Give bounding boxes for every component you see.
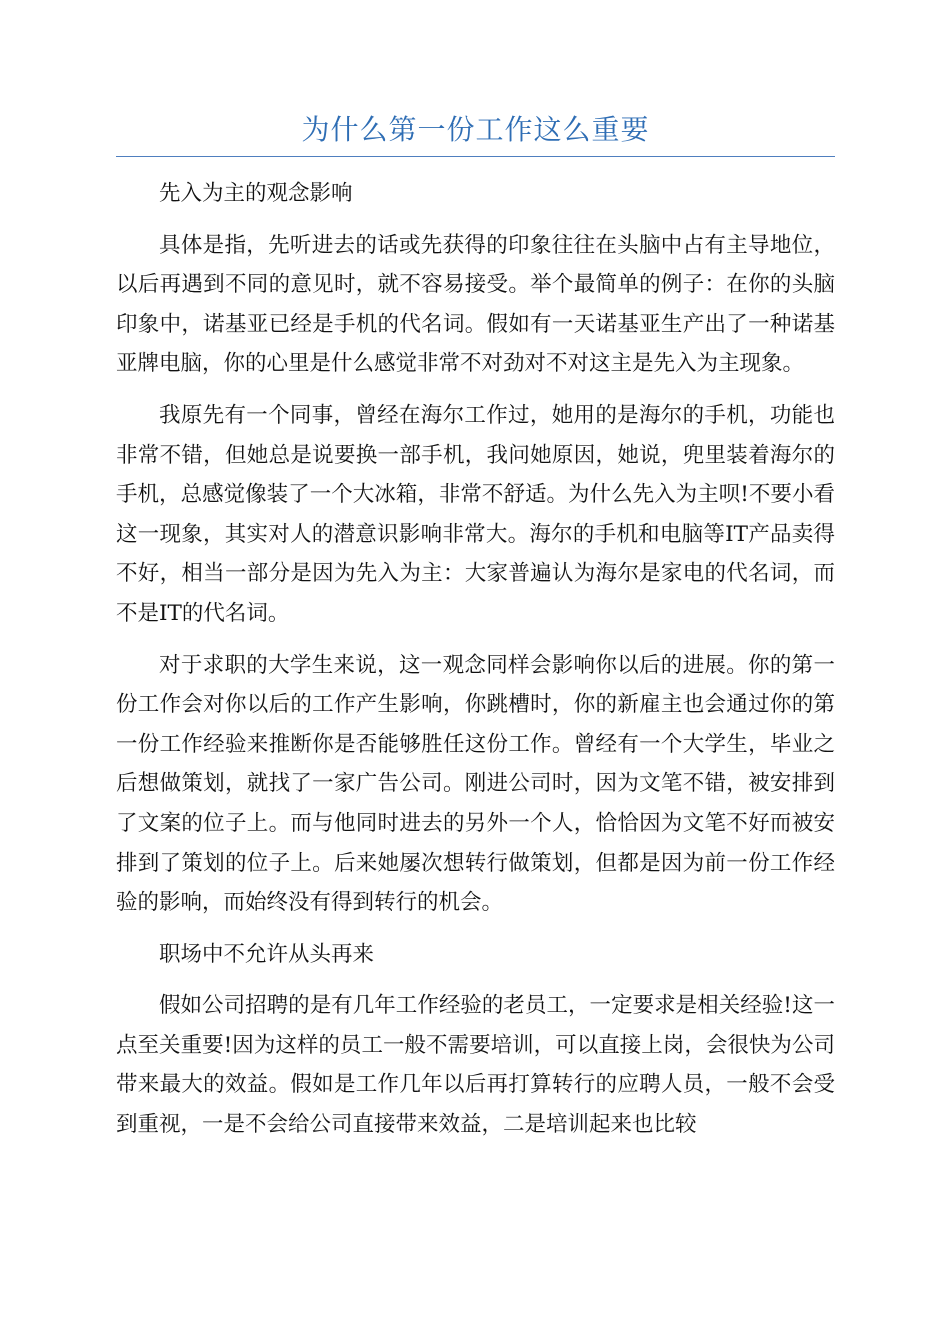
paragraph: 对于求职的大学生来说，这一观念同样会影响你以后的进展。你的第一份工作会对你以后的工作产生影响，你跳槽时，你的新雇主也会通过你的第一份工作经验来推断你是否能够胜任这份工作。曾经有一个大学生，毕业之后想做策划，就找了一家广告公司。刚进公司时，因为文笔不错，被安排到了文案的位子上。而与他同时进去的另外一个人，恰恰因为文笔不好而被安排到了策划的位子上。后来她屡次想转行做策划，但都是因为前一份工作经验的影响，而始终没有得到转行的机会。 — [116, 652, 835, 916]
document-body — [116, 174, 835, 1157]
paragraph: 具体是指，先听进去的话或先获得的印象往往在头脑中占有主导地位，以后再遇到不同的意见时，就不容易接受。举个最简单的例子：在你的头脑印象中，诺基亚已经是手机的代名词。假如有一天诺基亚生产出了一种诺基亚牌电脑，你的心里是什么感觉非常不对劲对不对这主是先入为主现象。 — [116, 232, 835, 377]
paragraph: 假如公司招聘的是有几年工作经验的老员工，一定要求是相关经验!这一点至关重要!因为这样的员工一般不需要培训，可以直接上岗，会很快为公司带来最大的效益。假如是工作几年以后再打算转行的应聘人员，一般不会受到重视，一是不会给公司直接带来效益，二是培训起来也比较 — [116, 993, 835, 1138]
section-heading: 职场中不允许从头再来 — [159, 941, 375, 967]
section-heading: 先入为主的观念影响 — [159, 181, 353, 206]
paragraph: 我原先有一个同事，曾经在海尔工作过，她用的是海尔的手机，功能也非常不错，但她总是说要换一部手机，我问她原因，她说，兜里装着海尔的手机，总感觉像装了一个大冰箱，非常不舒适。为什么先入为主呗!不要小看这一现象，其实对人的潜意识影响非常大。海尔的手机和电脑等IT产品卖得不好，相当一部分是因为先入为主：大家普遍认为海尔是家电的代名词，而不是IT的代名词。 — [116, 402, 835, 626]
page-title: 为什么第一份工作这么重要 — [301, 113, 650, 146]
title-block — [116, 108, 835, 157]
